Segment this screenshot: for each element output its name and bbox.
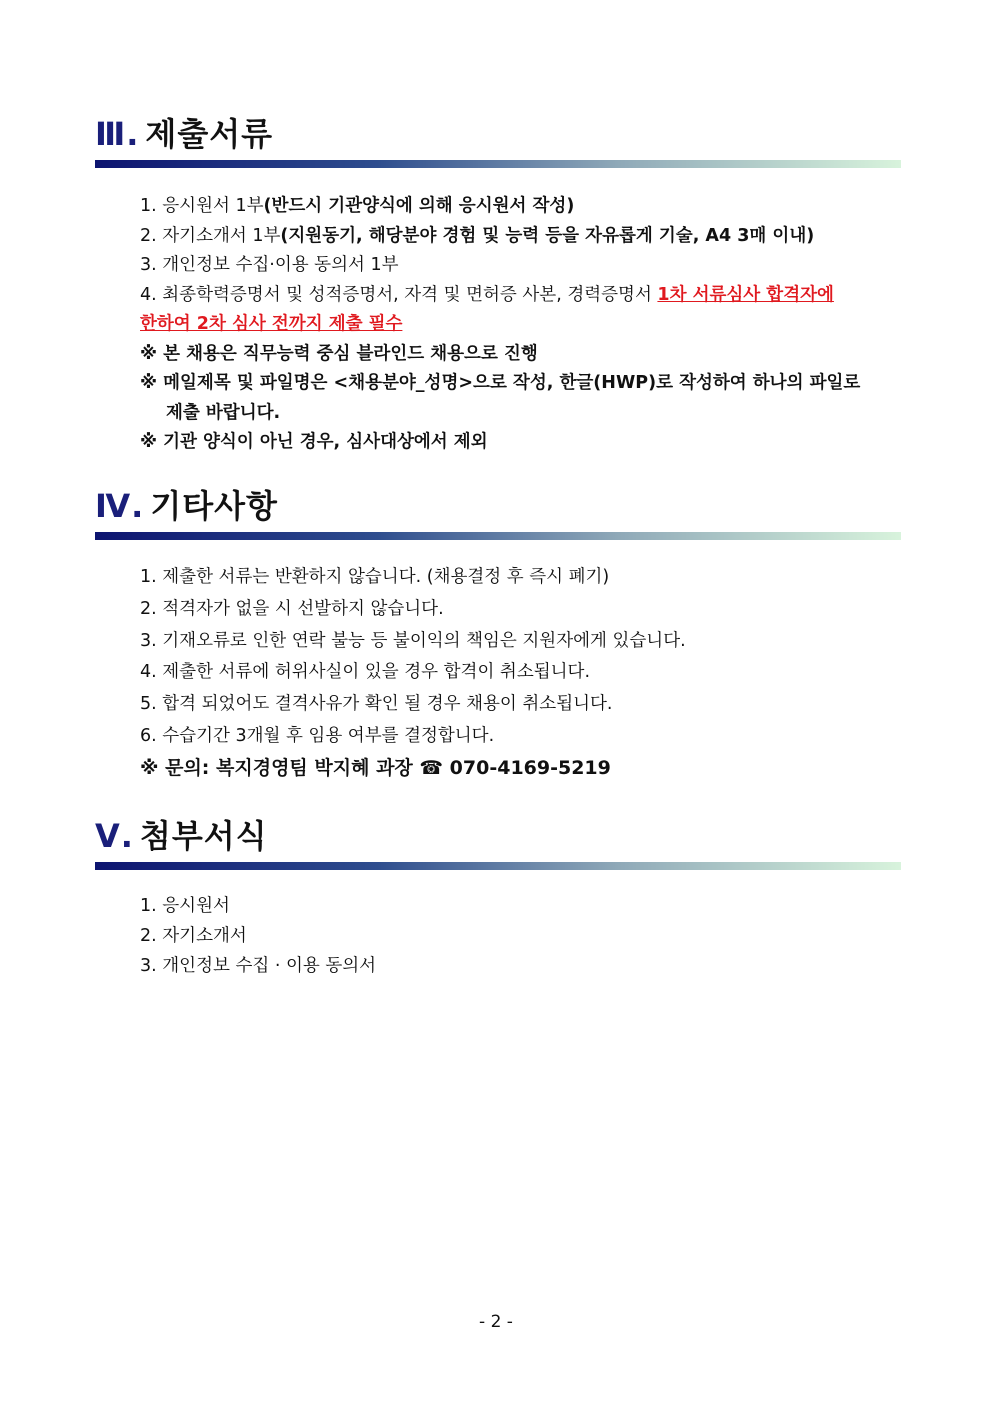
section-3-rule bbox=[95, 160, 901, 168]
item-text: 2. 자기소개서 1부 bbox=[140, 225, 281, 246]
list-item-continuation bbox=[140, 310, 890, 340]
section-4-title: 기타사항 bbox=[150, 487, 278, 525]
section-5-rule bbox=[95, 862, 901, 870]
section-5-title: 첨부서식 bbox=[139, 817, 268, 855]
section-5-number: Ⅴ. bbox=[95, 817, 134, 855]
section-4-number: Ⅳ. bbox=[95, 487, 145, 525]
section-3-heading bbox=[95, 114, 901, 154]
list-item: 1. 제출한 서류는 반환하지 않습니다. (채용결정 후 즉시 폐기) bbox=[140, 567, 610, 587]
list-item bbox=[140, 222, 890, 252]
list-item: 3. 개인정보 수집·이용 동의서 1부 bbox=[140, 255, 399, 275]
list-item bbox=[140, 281, 890, 311]
note-form-exclusion: ※ 기관 양식이 아닌 경우, 심사대상에서 제외 bbox=[140, 432, 488, 452]
section-5-heading bbox=[95, 816, 901, 856]
list-item: 3. 기재오류로 인한 연락 불능 등 불이익의 책임은 지원자에게 있습니다. bbox=[140, 630, 686, 651]
section-4-rule bbox=[95, 532, 901, 540]
list-item: 3. 개인정보 수집 · 이용 동의서 bbox=[140, 956, 377, 976]
note-file-naming-continuation: 제출 바랍니다. bbox=[166, 402, 281, 423]
section-3-number: Ⅲ. bbox=[95, 115, 140, 153]
list-item: 2. 적격자가 없을 시 선발하지 않습니다. bbox=[140, 598, 444, 619]
item-bold-text: (지원동기, 해당분야 경험 및 능력 등을 자유롭게 기술, A4 3매 이내) bbox=[280, 225, 815, 246]
deadline-highlight: 1차 서류심사 합격자에 bbox=[657, 284, 834, 305]
section-5-list bbox=[140, 891, 890, 981]
section-3-title: 제출서류 bbox=[145, 115, 274, 153]
section-3-list bbox=[140, 192, 890, 458]
note-file-naming: ※ 메일제목 및 파일명은 <채용분야_성명>으로 작성, 한글(HWP)로 작성하여 하나의 파일로 bbox=[140, 373, 861, 393]
note-blind-hiring: ※ 본 채용은 직무능력 중심 블라인드 채용으로 진행 bbox=[140, 343, 538, 364]
list-item: 4. 제출한 서류에 허위사실이 있을 경우 합격이 취소됩니다. bbox=[140, 662, 591, 683]
section-5-header bbox=[95, 816, 901, 870]
page-number: - 2 - bbox=[479, 1312, 513, 1332]
list-item: 5. 합격 되었어도 결격사유가 확인 될 경우 채용이 취소됩니다. bbox=[140, 694, 613, 715]
item-text: 1. 응시원서 1부 bbox=[140, 196, 264, 216]
item-text: 4. 최종학력증명서 및 성적증명서, 자격 및 면허증 사본, 경력증명서 bbox=[140, 284, 658, 305]
section-4-header bbox=[95, 486, 901, 540]
item-bold-text: (반드시 기관양식에 의해 응시원서 작성) bbox=[263, 196, 575, 216]
section-3-header bbox=[95, 114, 901, 168]
list-item: 2. 자기소개서 bbox=[140, 926, 247, 946]
list-item: 6. 수습기간 3개월 후 임용 여부를 결정합니다. bbox=[140, 725, 495, 746]
deadline-highlight: 한하여 2차 심사 전까지 제출 필수 bbox=[140, 314, 403, 334]
section-4-heading bbox=[95, 486, 901, 526]
list-item: 1. 응시원서 bbox=[140, 896, 230, 916]
section-4-list bbox=[140, 562, 890, 785]
contact-info: ※ 문의: 복지경영팀 박지혜 과장 ☎ 070-4169-5219 bbox=[140, 756, 611, 779]
list-item bbox=[140, 192, 890, 222]
